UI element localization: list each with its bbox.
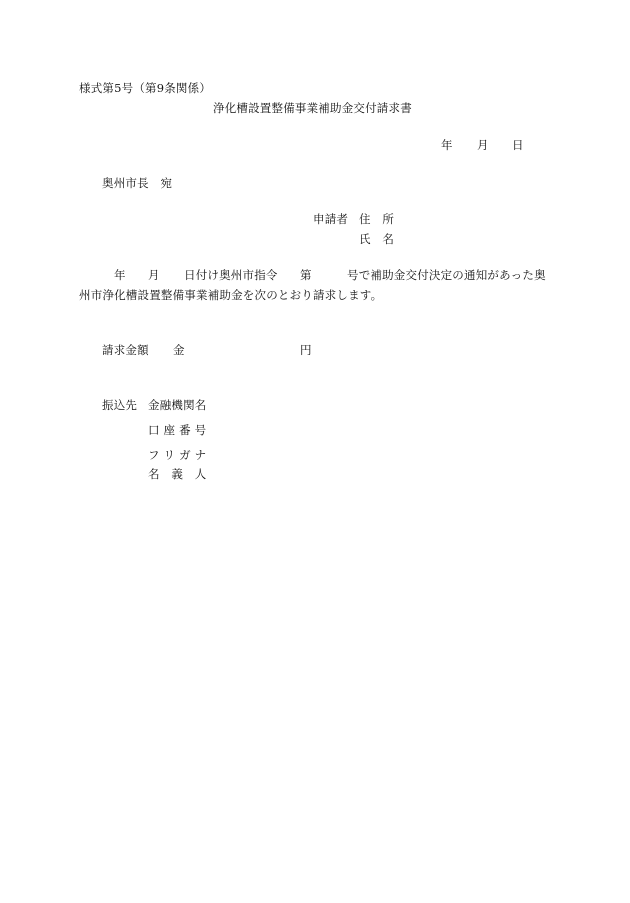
date-month-label: 月 [477,138,489,152]
body-number-prefix: 第 [300,268,312,282]
furigana-label: フ リ ガ ナ [148,448,207,462]
form-number: 様式第5号（第9条関係） [79,81,212,95]
bank-name-label: 金融機関名 [148,398,207,412]
body-text-line2: 州市浄化槽設置整備事業補助金を次のとおり請求します。 [79,288,383,302]
amount-unit: 円 [300,343,312,357]
document-title: 浄化槽設置整備事業補助金交付請求書 [213,101,412,115]
date-year-label: 年 [441,138,453,152]
amount-label: 請求金額 [102,343,149,357]
body-text-line1: 号で補助金交付決定の通知があった奥 [347,268,546,282]
applicant-address-label: 住 所 [359,212,395,226]
date-day-label: 日 [512,138,524,152]
body-date-text: 日付け奥州市指令 [184,268,278,282]
addressee: 奥州市長 宛 [102,176,173,190]
applicant-name-label: 氏 名 [359,232,395,246]
body-month-label: 月 [148,268,160,282]
amount-prefix: 金 [173,343,185,357]
applicant-label: 申請者 [313,212,349,226]
account-holder-label: 名 義 人 [148,467,207,481]
body-year-label: 年 [114,268,126,282]
account-number-label: 口 座 番 号 [148,423,207,437]
transfer-label: 振込先 [102,398,138,412]
